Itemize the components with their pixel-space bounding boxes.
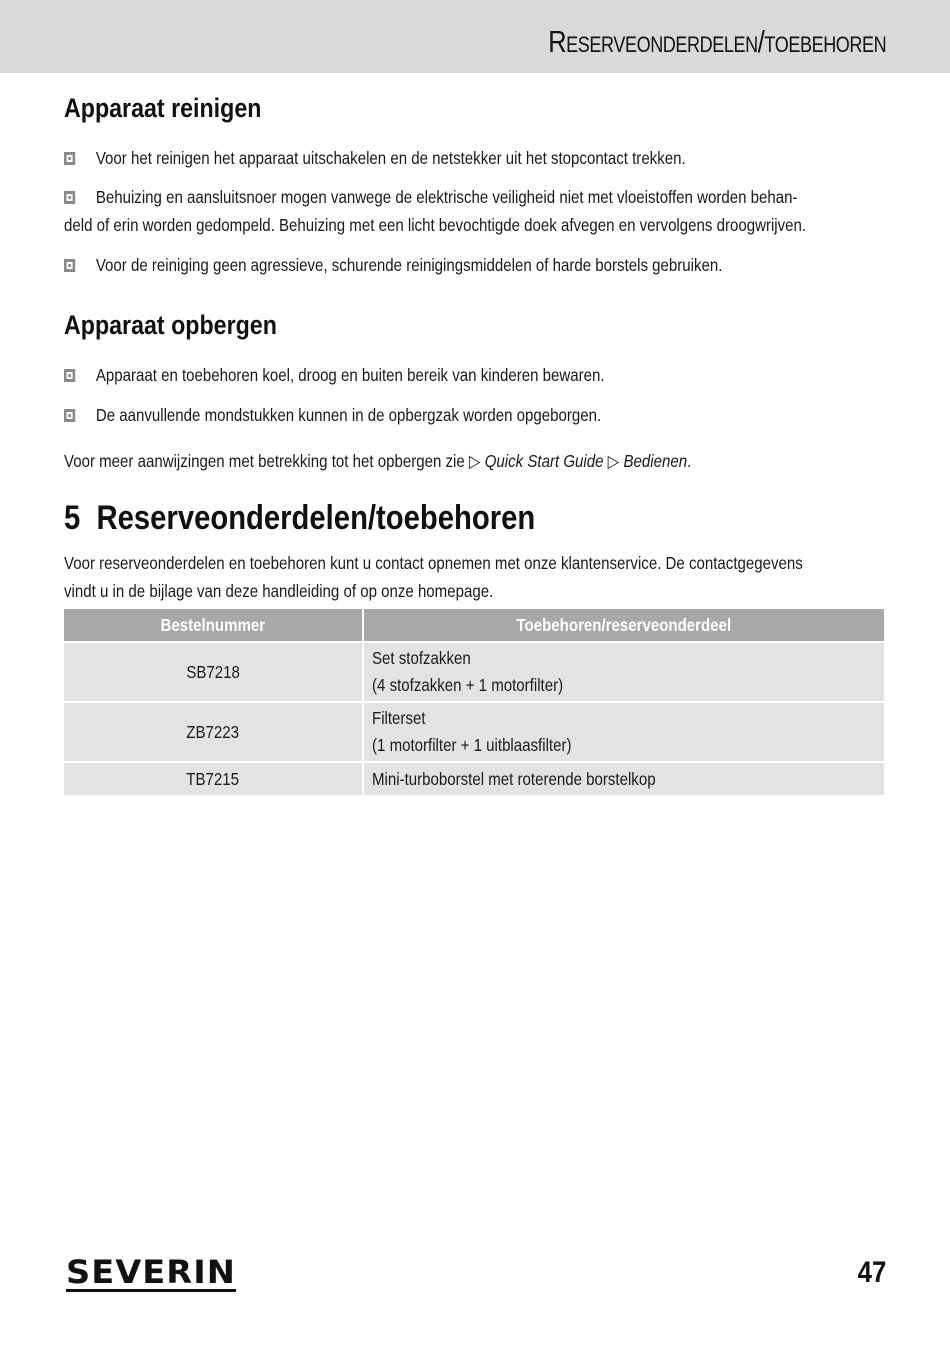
chapter-title [64, 493, 886, 543]
table-row [64, 702, 885, 762]
column-header-part: Toebehoren/reserveonderdeel [363, 609, 885, 642]
cell-part: Filterset (1 motorfilter + 1 uitblaasfilter) [363, 702, 885, 762]
table-row [64, 642, 885, 702]
chapter-intro-line1: Voor reserveonderdelen en toebehoren kunt u contact opnemen met onze klantenservice. De contactgegevens [64, 553, 803, 573]
bullet-clean-2: Behuizing en aansluitsnoer mogen vanwege de elektrische veiligheid niet met vloeistoffen worden behan- [64, 183, 886, 211]
table-row [64, 762, 885, 795]
triangle-right-icon: ▷ [607, 451, 620, 471]
cell-number: ZB7223 [64, 702, 363, 762]
bullet-store-2: De aanvullende mondstukken kunnen in de opbergzak worden opgeborgen. [64, 401, 886, 429]
bullet-clean-3: Voor de reiniging geen agressieve, schurende reinigingsmiddelen of harde borstels gebruiken. [64, 251, 886, 279]
link-bedienen[interactable]: Bedienen [623, 451, 688, 471]
chapter-title-text: Reserveonderdelen/toebehoren [96, 499, 536, 537]
cell-part: Mini-turboborstel met roterende borstelkop [363, 762, 885, 795]
heading-store: Apparaat opbergen [64, 310, 277, 340]
table-header-row [64, 609, 885, 642]
heading-clean: Apparaat reinigen [64, 93, 262, 123]
link-quick-start-guide[interactable]: Quick Start Guide [484, 451, 604, 471]
bullet-square-icon [64, 259, 75, 272]
column-header-number: Bestelnummer [64, 609, 363, 642]
page-number: 47 [857, 1256, 886, 1289]
bullet-square-icon [64, 369, 75, 382]
bullet-square-icon [64, 152, 75, 165]
parts-table [64, 609, 886, 795]
chapter-number: 5 [64, 499, 81, 537]
bullet-clean-2-cont: deld of erin worden gedompeld. Behuizing met een licht bevochtigde doek afvegen en vervolgens droogwrijven. [64, 215, 807, 235]
page-header-title: Reserveonderdelen/toebehoren [547, 24, 886, 59]
cell-number: TB7215 [64, 762, 363, 795]
chapter-intro-line2: vindt u in de bijlage van deze handleiding of op onze homepage. [64, 581, 494, 601]
severin-logo: SEVERIN [66, 1253, 236, 1291]
bullet-clean-1: Voor het reinigen het apparaat uitschakelen en de netstekker uit het stopcontact trekken. [64, 144, 886, 172]
bullet-store-1: Apparaat en toebehoren koel, droog en buiten bereik van kinderen bewaren. [64, 361, 886, 389]
cell-part: Set stofzakken (4 stofzakken + 1 motorfilter) [363, 642, 885, 702]
bullet-square-icon [64, 409, 75, 422]
triangle-right-icon: ▷ [468, 451, 481, 471]
cell-number: SB7218 [64, 642, 363, 702]
bullet-square-icon [64, 191, 75, 204]
page-content [64, 88, 886, 795]
store-note: Voor meer aanwijzingen met betrekking tot het opbergen zie ▷ Quick Start Guide ▷ Bedienen. [64, 451, 692, 471]
